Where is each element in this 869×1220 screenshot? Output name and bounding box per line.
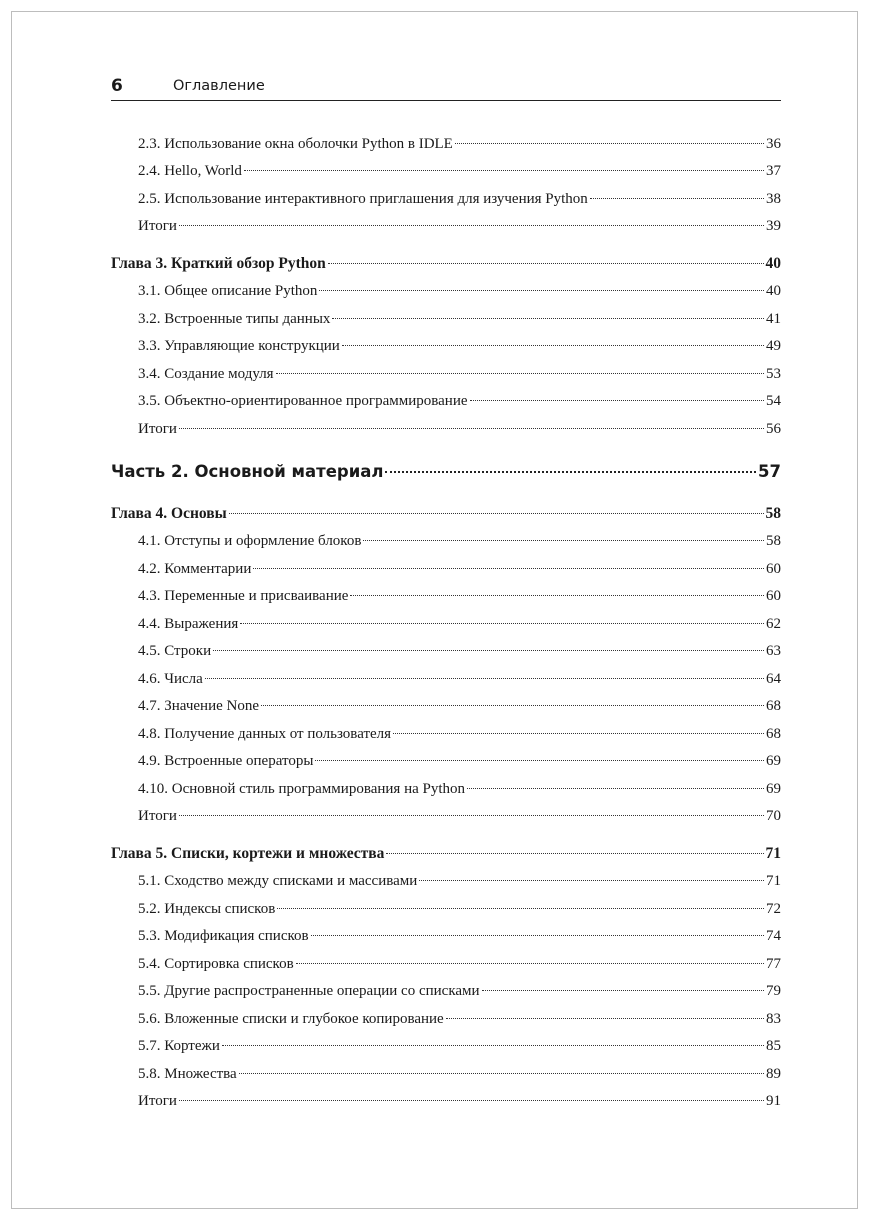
toc-entry-page: 40 bbox=[765, 255, 781, 272]
toc-entry-title: 4.10. Основной стиль программирования на Python bbox=[138, 781, 466, 797]
dot-leader bbox=[296, 963, 764, 964]
dot-leader bbox=[350, 595, 764, 596]
toc-entry-page: 38 bbox=[766, 191, 781, 207]
toc-entry-page: 71 bbox=[766, 873, 781, 889]
toc-entry-title: 5.7. Кортежи bbox=[138, 1038, 220, 1054]
toc-entry-title: 2.4. Hello, World bbox=[138, 163, 242, 179]
toc-entry-title: 5.1. Сходство между списками и массивами bbox=[138, 873, 418, 889]
toc-entry-sec bbox=[138, 928, 781, 945]
toc-entry-sec bbox=[138, 561, 781, 578]
toc-entry-title: 5.8. Множества bbox=[138, 1066, 237, 1082]
toc-entry-page: 77 bbox=[766, 956, 781, 972]
dot-leader bbox=[276, 373, 764, 374]
toc-entry-page: 56 bbox=[766, 421, 781, 437]
toc-entry-title: 3.4. Создание модуля bbox=[138, 366, 274, 382]
toc-entry-sec bbox=[138, 218, 781, 235]
dot-leader bbox=[179, 225, 764, 226]
toc-entry-sec bbox=[138, 1093, 781, 1110]
toc-entry-sec bbox=[138, 698, 781, 715]
toc-entry-page: 62 bbox=[766, 616, 781, 632]
toc-entry-page: 41 bbox=[766, 311, 781, 327]
toc-entry-sec bbox=[138, 671, 781, 688]
toc-entry-page: 49 bbox=[766, 338, 781, 354]
dot-leader bbox=[240, 623, 764, 624]
toc-entry-sec bbox=[138, 616, 781, 633]
dot-leader bbox=[590, 198, 764, 199]
dot-leader bbox=[470, 400, 764, 401]
toc-entry-page: 36 bbox=[766, 136, 781, 152]
page-number: 6 bbox=[111, 76, 123, 96]
toc-entry-sec bbox=[138, 781, 781, 798]
toc-entry-page: 85 bbox=[766, 1038, 781, 1054]
toc-entry-chap bbox=[111, 505, 781, 523]
toc-entry-page: 68 bbox=[766, 726, 781, 742]
dot-leader bbox=[205, 678, 764, 679]
toc-entry-title: 4.4. Выражения bbox=[138, 616, 239, 632]
toc-entry-sec bbox=[138, 1011, 781, 1028]
toc-entry-sec bbox=[138, 393, 781, 410]
toc-entry-sec bbox=[138, 873, 781, 890]
toc-entry-sec bbox=[138, 338, 781, 355]
toc-entry-page: 63 bbox=[766, 643, 781, 659]
dot-leader bbox=[342, 345, 764, 346]
toc-entry-title: Часть 2. Основной материал bbox=[111, 462, 384, 481]
toc-entry-page: 39 bbox=[766, 218, 781, 234]
toc-entry-chap bbox=[111, 845, 781, 863]
dot-leader bbox=[261, 705, 764, 706]
toc-entry-page: 74 bbox=[766, 928, 781, 944]
toc-entry-title: Глава 5. Списки, кортежи и множества bbox=[111, 845, 385, 862]
toc-entry-title: 4.3. Переменные и присваивание bbox=[138, 588, 349, 604]
toc-entry-sec bbox=[138, 726, 781, 743]
dot-leader bbox=[455, 143, 764, 144]
toc-entry-page: 58 bbox=[765, 505, 781, 522]
dot-leader bbox=[244, 170, 764, 171]
toc-entry-title: Глава 4. Основы bbox=[111, 505, 227, 522]
toc-entry-part bbox=[111, 462, 781, 481]
toc-entry-title: 4.9. Встроенные операторы bbox=[138, 753, 314, 769]
toc-entry-title: 3.2. Встроенные типы данных bbox=[138, 311, 331, 327]
dot-leader bbox=[179, 1100, 764, 1101]
dot-leader bbox=[179, 428, 764, 429]
toc-entry-sec bbox=[138, 588, 781, 605]
toc-entry-page: 60 bbox=[766, 561, 781, 577]
toc-entry-title: 5.3. Модификация списков bbox=[138, 928, 309, 944]
toc-entry-page: 71 bbox=[765, 845, 781, 862]
toc-entry-sec bbox=[138, 366, 781, 383]
toc-entry-title: Итоги bbox=[138, 1093, 177, 1109]
toc-entry-sec bbox=[138, 163, 781, 180]
dot-leader bbox=[222, 1045, 764, 1046]
toc-entry-title: 4.2. Комментарии bbox=[138, 561, 252, 577]
dot-leader bbox=[179, 815, 764, 816]
dot-leader bbox=[328, 263, 764, 264]
dot-leader bbox=[315, 760, 764, 761]
toc-entry-title: 2.5. Использование интерактивного приглашения для изучения Python bbox=[138, 191, 588, 207]
toc-entry-page: 91 bbox=[766, 1093, 781, 1109]
toc-entry-page: 83 bbox=[766, 1011, 781, 1027]
dot-leader bbox=[332, 318, 764, 319]
toc-entry-sec bbox=[138, 901, 781, 918]
toc-entry-title: 4.5. Строки bbox=[138, 643, 212, 659]
dot-leader bbox=[446, 1018, 764, 1019]
dot-leader bbox=[393, 733, 764, 734]
dot-leader bbox=[213, 650, 764, 651]
toc-entry-page: 68 bbox=[766, 698, 781, 714]
toc-entry-title: 4.6. Числа bbox=[138, 671, 203, 687]
toc-entry-page: 64 bbox=[766, 671, 781, 687]
dot-leader bbox=[253, 568, 764, 569]
running-header-title: Оглавление bbox=[173, 78, 265, 94]
toc-entry-title: Итоги bbox=[138, 421, 177, 437]
toc-entry-sec bbox=[138, 533, 781, 550]
dot-leader bbox=[419, 880, 764, 881]
toc-entry-title: 2.3. Использование окна оболочки Python в IDLE bbox=[138, 136, 453, 152]
dot-leader bbox=[229, 513, 764, 514]
toc-entry-sec bbox=[138, 956, 781, 973]
toc-entry-sec bbox=[138, 283, 781, 300]
dot-leader bbox=[311, 935, 764, 936]
toc-entry-page: 69 bbox=[766, 781, 781, 797]
toc-entry-page: 70 bbox=[766, 808, 781, 824]
toc-entry-sec bbox=[138, 191, 781, 208]
toc-entry-page: 37 bbox=[766, 163, 781, 179]
toc-entry-title: 5.5. Другие распространенные операции со списками bbox=[138, 983, 480, 999]
toc-entry-title: 4.1. Отступы и оформление блоков bbox=[138, 533, 362, 549]
dot-leader bbox=[467, 788, 764, 789]
toc-entry-page: 69 bbox=[766, 753, 781, 769]
toc-entry-title: 5.6. Вложенные списки и глубокое копирование bbox=[138, 1011, 444, 1027]
toc-entry-title: Глава 3. Краткий обзор Python bbox=[111, 255, 326, 272]
toc-entry-page: 72 bbox=[766, 901, 781, 917]
toc-entry-title: 3.1. Общее описание Python bbox=[138, 283, 318, 299]
toc-entry-sec bbox=[138, 1066, 781, 1083]
toc-entry-page: 40 bbox=[766, 283, 781, 299]
dot-leader bbox=[385, 471, 756, 473]
toc-entry-sec bbox=[138, 311, 781, 328]
toc-entry-page: 53 bbox=[766, 366, 781, 382]
toc-entry-chap bbox=[111, 255, 781, 273]
toc-entry-title: 3.3. Управляющие конструкции bbox=[138, 338, 340, 354]
toc-entry-sec bbox=[138, 643, 781, 660]
dot-leader bbox=[277, 908, 764, 909]
dot-leader bbox=[319, 290, 764, 291]
toc-entry-page: 54 bbox=[766, 393, 781, 409]
toc-entry-sec bbox=[138, 136, 781, 153]
toc-entry-page: 57 bbox=[758, 462, 781, 481]
toc-entry-title: Итоги bbox=[138, 218, 177, 234]
dot-leader bbox=[239, 1073, 764, 1074]
toc-entry-sec bbox=[138, 421, 781, 438]
toc-entry-title: 4.7. Значение None bbox=[138, 698, 260, 714]
toc-entry-title: 4.8. Получение данных от пользователя bbox=[138, 726, 392, 742]
toc-entry-title: Итоги bbox=[138, 808, 177, 824]
toc-entry-page: 60 bbox=[766, 588, 781, 604]
toc-entry-page: 89 bbox=[766, 1066, 781, 1082]
toc-entry-title: 3.5. Объектно-ориентированное программирование bbox=[138, 393, 468, 409]
dot-leader bbox=[482, 990, 764, 991]
toc-entry-page: 58 bbox=[766, 533, 781, 549]
toc-entry-title: 5.4. Сортировка списков bbox=[138, 956, 294, 972]
toc-entry-sec bbox=[138, 1038, 781, 1055]
toc-entry-sec bbox=[138, 753, 781, 770]
dot-leader bbox=[363, 540, 764, 541]
toc-entry-page: 79 bbox=[766, 983, 781, 999]
dot-leader bbox=[386, 853, 763, 854]
toc-entry-title: 5.2. Индексы списков bbox=[138, 901, 276, 917]
toc-entry-sec bbox=[138, 808, 781, 825]
toc-entry-sec bbox=[138, 983, 781, 1000]
